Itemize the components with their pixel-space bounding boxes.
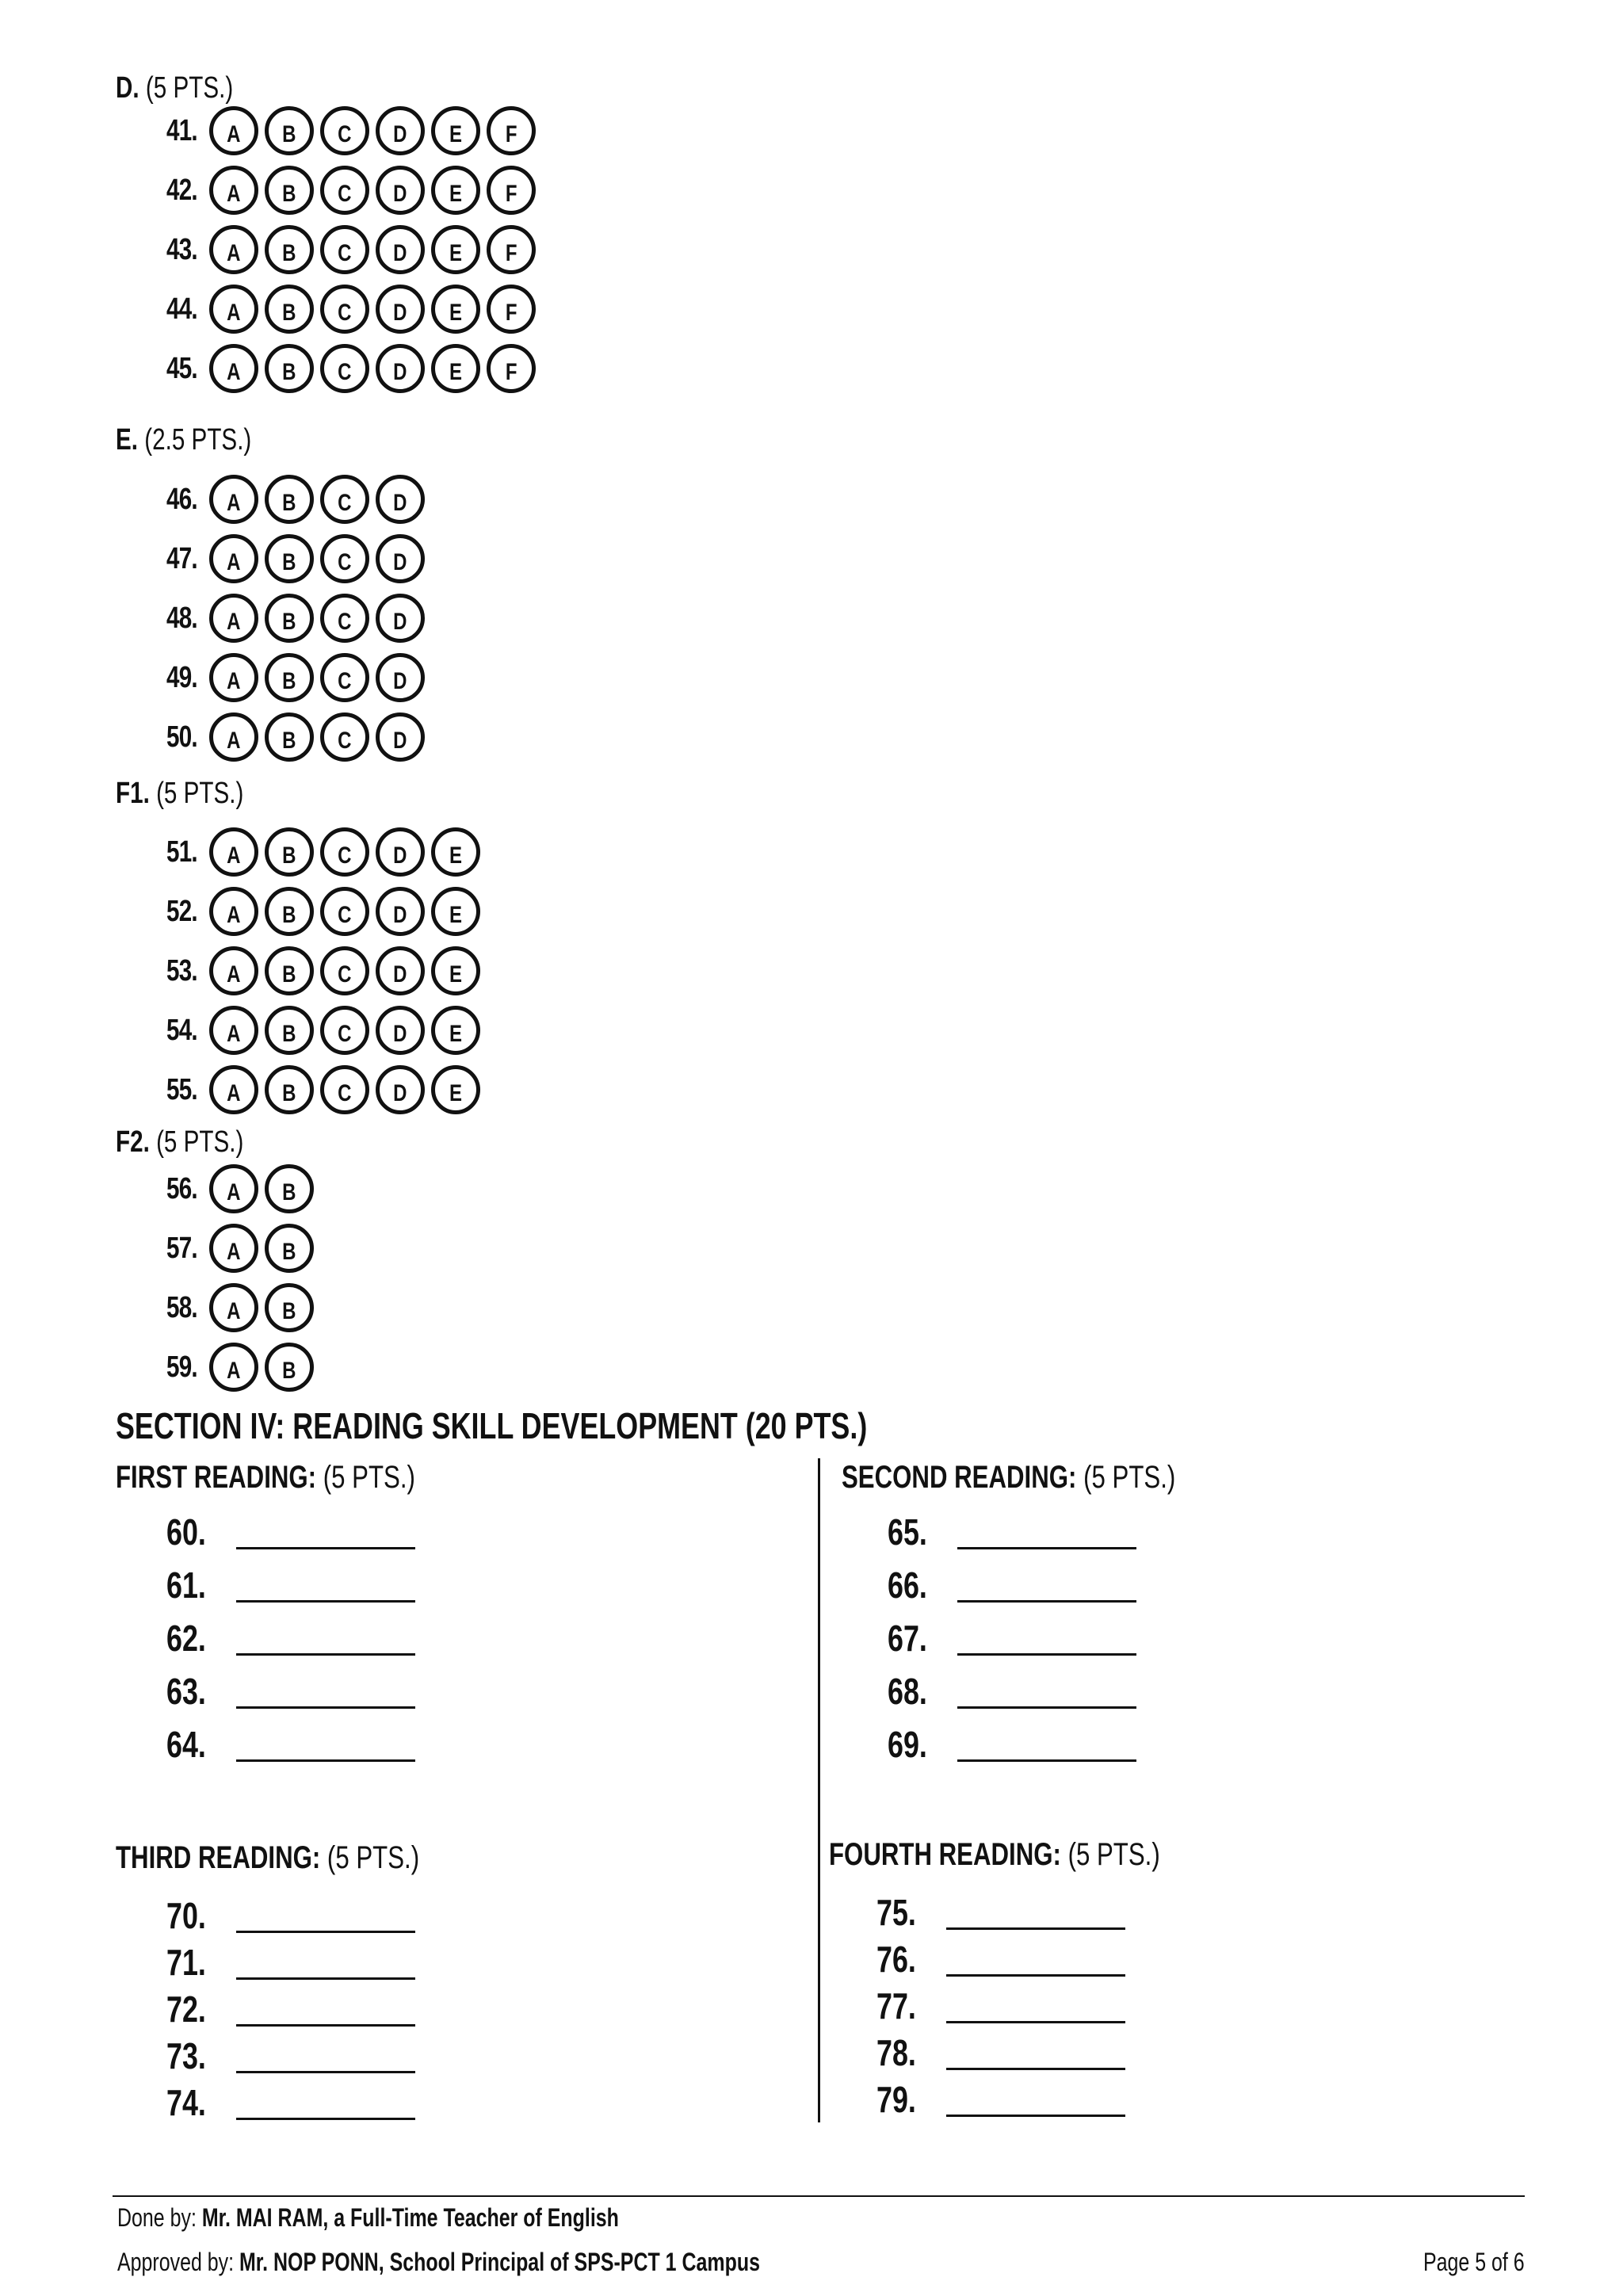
question-row bbox=[166, 884, 487, 939]
footer-done-by bbox=[117, 2203, 619, 2233]
answer-blank[interactable] bbox=[236, 1946, 415, 1980]
answer-bubble-a[interactable]: A bbox=[209, 653, 258, 702]
answer-bubble-a[interactable]: A bbox=[209, 712, 258, 762]
answer-bubble-b[interactable]: B bbox=[265, 887, 314, 936]
answer-blank[interactable] bbox=[236, 1515, 415, 1549]
question-number: 44. bbox=[166, 292, 197, 326]
answer-bubble-b[interactable]: B bbox=[265, 1283, 314, 1332]
answer-line-row bbox=[166, 1562, 415, 1608]
reading-label: THIRD READING: bbox=[116, 1840, 321, 1875]
answer-bubble-c[interactable]: C bbox=[320, 653, 369, 702]
answer-number: 73. bbox=[166, 2035, 206, 2076]
answer-line-row bbox=[876, 2030, 1125, 2076]
reading-label: FOURTH READING: bbox=[829, 1837, 1061, 1872]
part-f1-heading bbox=[116, 777, 243, 811]
answer-bubble-b[interactable]: B bbox=[265, 653, 314, 702]
answer-bubble-d[interactable]: D bbox=[376, 344, 425, 393]
answer-bubble-c[interactable]: C bbox=[320, 1065, 369, 1114]
question-number: 48. bbox=[166, 601, 197, 635]
answer-bubble-d[interactable]: D bbox=[376, 534, 425, 583]
answer-bubble-d[interactable]: D bbox=[376, 475, 425, 524]
answer-bubble-f[interactable]: F bbox=[487, 344, 536, 393]
question-number: 55. bbox=[166, 1072, 197, 1106]
answer-number: 67. bbox=[888, 1618, 927, 1659]
answer-line-row bbox=[166, 1668, 415, 1714]
answer-bubble-f[interactable]: F bbox=[487, 225, 536, 274]
question-row bbox=[166, 590, 431, 646]
reading-label: SECOND READING: bbox=[842, 1460, 1077, 1495]
first-reading-heading bbox=[116, 1460, 415, 1496]
answer-bubble-c[interactable]: C bbox=[320, 225, 369, 274]
answer-line-row bbox=[166, 1986, 415, 2032]
question-row bbox=[166, 1339, 320, 1395]
answer-bubble-e[interactable]: E bbox=[431, 344, 480, 393]
answer-number: 66. bbox=[888, 1564, 927, 1606]
answer-bubble-a[interactable]: A bbox=[209, 106, 258, 155]
answer-bubble-b[interactable]: B bbox=[265, 594, 314, 643]
answer-line-row bbox=[166, 1939, 415, 1985]
answer-bubble-e[interactable]: E bbox=[431, 946, 480, 995]
answer-bubble-c[interactable]: C bbox=[320, 712, 369, 762]
answer-blank[interactable] bbox=[236, 1568, 415, 1603]
part-points: (5 PTS.) bbox=[156, 1125, 244, 1159]
answer-bubble-a[interactable]: A bbox=[209, 534, 258, 583]
answer-number: 64. bbox=[166, 1724, 206, 1765]
answer-bubble-e[interactable]: E bbox=[431, 106, 480, 155]
question-row bbox=[166, 531, 431, 586]
answer-bubble-f[interactable]: F bbox=[487, 106, 536, 155]
answer-blank[interactable] bbox=[236, 1622, 415, 1656]
approved-prefix: Approved by: bbox=[117, 2248, 235, 2276]
question-number: 42. bbox=[166, 173, 197, 207]
question-row bbox=[166, 709, 431, 765]
answer-line-row bbox=[876, 2076, 1125, 2122]
answer-bubble-f[interactable]: F bbox=[487, 166, 536, 215]
answer-number: 61. bbox=[166, 1564, 206, 1606]
question-row bbox=[166, 1062, 487, 1117]
fourth-reading-heading bbox=[829, 1837, 1160, 1873]
answer-bubble-d[interactable]: D bbox=[376, 285, 425, 334]
answer-bubble-a[interactable]: A bbox=[209, 225, 258, 274]
footer-approved-by bbox=[117, 2248, 760, 2277]
answer-bubble-b[interactable]: B bbox=[265, 712, 314, 762]
question-row bbox=[166, 103, 542, 159]
answer-blank[interactable] bbox=[236, 1728, 415, 1762]
answer-blank[interactable] bbox=[957, 1515, 1136, 1549]
question-number: 46. bbox=[166, 482, 197, 516]
answer-bubble-b[interactable]: B bbox=[265, 285, 314, 334]
answer-number: 74. bbox=[166, 2082, 206, 2123]
done-name: Mr. MAI RAM, a Full-Time Teacher of English bbox=[201, 2203, 619, 2232]
question-row bbox=[166, 222, 542, 277]
column-divider bbox=[818, 1458, 820, 2122]
answer-bubble-c[interactable]: C bbox=[320, 827, 369, 877]
answer-bubble-a[interactable]: A bbox=[209, 946, 258, 995]
answer-bubble-a[interactable]: A bbox=[209, 1006, 258, 1055]
question-number: 43. bbox=[166, 232, 197, 266]
reading-label: FIRST READING: bbox=[116, 1460, 317, 1495]
answer-bubble-e[interactable]: E bbox=[431, 285, 480, 334]
answer-number: 69. bbox=[888, 1724, 927, 1765]
answer-bubble-d[interactable]: D bbox=[376, 594, 425, 643]
question-row bbox=[166, 824, 487, 880]
answer-number: 70. bbox=[166, 1895, 206, 1936]
answer-bubble-c[interactable]: C bbox=[320, 106, 369, 155]
answer-bubble-a[interactable]: A bbox=[209, 344, 258, 393]
answer-bubble-d[interactable]: D bbox=[376, 1006, 425, 1055]
answer-bubble-c[interactable]: C bbox=[320, 166, 369, 215]
answer-bubble-a[interactable]: A bbox=[209, 166, 258, 215]
answer-bubble-a[interactable]: A bbox=[209, 1224, 258, 1273]
answer-bubble-d[interactable]: D bbox=[376, 106, 425, 155]
answer-bubble-b[interactable]: B bbox=[265, 1343, 314, 1392]
answer-line-row bbox=[888, 1562, 1136, 1608]
answer-bubble-d[interactable]: D bbox=[376, 887, 425, 936]
answer-number: 68. bbox=[888, 1671, 927, 1712]
answer-bubble-b[interactable]: B bbox=[265, 344, 314, 393]
answer-line-row bbox=[888, 1509, 1136, 1555]
answer-blank[interactable] bbox=[236, 2086, 415, 2120]
answer-bubble-a[interactable]: A bbox=[209, 827, 258, 877]
answer-blank[interactable] bbox=[957, 1568, 1136, 1603]
reading-points: (5 PTS.) bbox=[1067, 1837, 1160, 1872]
answer-bubble-c[interactable]: C bbox=[320, 594, 369, 643]
answer-bubble-b[interactable]: B bbox=[265, 1006, 314, 1055]
question-row bbox=[166, 162, 542, 218]
answer-number: 77. bbox=[876, 1985, 916, 2027]
answer-bubble-a[interactable]: A bbox=[209, 1343, 258, 1392]
answer-line-row bbox=[166, 2033, 415, 2079]
answer-blank[interactable] bbox=[236, 1675, 415, 1709]
reading-points: (5 PTS.) bbox=[1083, 1460, 1176, 1495]
answer-bubble-c[interactable]: C bbox=[320, 534, 369, 583]
answer-bubble-e[interactable]: E bbox=[431, 827, 480, 877]
question-number: 53. bbox=[166, 953, 197, 988]
answer-number: 62. bbox=[166, 1618, 206, 1659]
answer-bubble-b[interactable]: B bbox=[265, 1065, 314, 1114]
question-row bbox=[166, 1161, 320, 1217]
answer-bubble-a[interactable]: A bbox=[209, 475, 258, 524]
answer-bubble-d[interactable]: D bbox=[376, 946, 425, 995]
answer-bubble-e[interactable]: E bbox=[431, 166, 480, 215]
answer-number: 78. bbox=[876, 2032, 916, 2073]
footer-divider bbox=[113, 2195, 1525, 2197]
question-number: 56. bbox=[166, 1171, 197, 1205]
answer-bubble-b[interactable]: B bbox=[265, 225, 314, 274]
answer-bubble-d[interactable]: D bbox=[376, 166, 425, 215]
reading-points: (5 PTS.) bbox=[327, 1840, 420, 1875]
answer-bubble-b[interactable]: B bbox=[265, 166, 314, 215]
answer-number: 63. bbox=[166, 1671, 206, 1712]
answer-line-row bbox=[166, 1615, 415, 1661]
answer-bubble-b[interactable]: B bbox=[265, 106, 314, 155]
answer-blank[interactable] bbox=[236, 1899, 415, 1933]
answer-blank[interactable] bbox=[946, 1989, 1125, 2023]
question-row bbox=[166, 1280, 320, 1335]
answer-line-row bbox=[888, 1668, 1136, 1714]
third-reading-heading bbox=[116, 1840, 419, 1876]
question-number: 51. bbox=[166, 835, 197, 869]
answer-bubble-c[interactable]: C bbox=[320, 285, 369, 334]
answer-blank[interactable] bbox=[957, 1622, 1136, 1656]
part-letter: F2. bbox=[116, 1125, 150, 1159]
question-row bbox=[166, 472, 431, 527]
reading-points: (5 PTS.) bbox=[323, 1460, 415, 1495]
answer-line-row bbox=[166, 2080, 415, 2126]
question-number: 47. bbox=[166, 541, 197, 575]
answer-bubble-a[interactable]: A bbox=[209, 1065, 258, 1114]
answer-blank[interactable] bbox=[957, 1675, 1136, 1709]
question-number: 58. bbox=[166, 1290, 197, 1324]
answer-bubble-b[interactable]: B bbox=[265, 946, 314, 995]
answer-bubble-d[interactable]: D bbox=[376, 712, 425, 762]
answer-bubble-c[interactable]: C bbox=[320, 475, 369, 524]
question-number: 49. bbox=[166, 660, 197, 694]
answer-line-row bbox=[876, 1889, 1125, 1935]
question-row bbox=[166, 1221, 320, 1276]
part-points: (2.5 PTS.) bbox=[144, 423, 252, 457]
answer-bubble-d[interactable]: D bbox=[376, 827, 425, 877]
answer-bubble-c[interactable]: C bbox=[320, 344, 369, 393]
answer-number: 60. bbox=[166, 1511, 206, 1553]
answer-blank[interactable] bbox=[236, 1992, 415, 2027]
answer-blank[interactable] bbox=[236, 2039, 415, 2073]
answer-number: 79. bbox=[876, 2079, 916, 2120]
answer-number: 65. bbox=[888, 1511, 927, 1553]
part-letter: E. bbox=[116, 423, 139, 457]
answer-number: 72. bbox=[166, 1988, 206, 2030]
answer-bubble-b[interactable]: B bbox=[265, 475, 314, 524]
part-points: (5 PTS.) bbox=[156, 777, 244, 810]
answer-line-row bbox=[876, 1983, 1125, 2029]
answer-line-row bbox=[888, 1615, 1136, 1661]
done-prefix: Done by: bbox=[117, 2203, 197, 2232]
question-row bbox=[166, 650, 431, 705]
question-row bbox=[166, 281, 542, 337]
answer-bubble-d[interactable]: D bbox=[376, 653, 425, 702]
part-letter: F1. bbox=[116, 777, 150, 810]
section-iv-title: SECTION IV: READING SKILL DEVELOPMENT (20 PTS.) bbox=[116, 1405, 868, 1446]
answer-blank[interactable] bbox=[946, 1896, 1125, 1930]
part-points: (5 PTS.) bbox=[145, 71, 234, 105]
page-number: Page 5 of 6 bbox=[1423, 2248, 1525, 2276]
answer-bubble-a[interactable]: A bbox=[209, 1283, 258, 1332]
answer-bubble-d[interactable]: D bbox=[376, 1065, 425, 1114]
part-e-heading bbox=[116, 423, 251, 457]
answer-bubble-e[interactable]: E bbox=[431, 1065, 480, 1114]
question-number: 52. bbox=[166, 894, 197, 928]
answer-line-row bbox=[876, 1936, 1125, 1982]
answer-bubble-b[interactable]: B bbox=[265, 534, 314, 583]
answer-bubble-b[interactable]: B bbox=[265, 1164, 314, 1213]
answer-blank[interactable] bbox=[946, 1943, 1125, 1977]
answer-bubble-e[interactable]: E bbox=[431, 887, 480, 936]
answer-bubble-a[interactable]: A bbox=[209, 887, 258, 936]
answer-bubble-b[interactable]: B bbox=[265, 827, 314, 877]
answer-line-row bbox=[166, 1893, 415, 1939]
part-letter: D. bbox=[116, 71, 139, 105]
answer-bubble-e[interactable]: E bbox=[431, 225, 480, 274]
question-number: 50. bbox=[166, 720, 197, 754]
answer-line-row bbox=[166, 1721, 415, 1767]
question-number: 54. bbox=[166, 1013, 197, 1047]
answer-number: 76. bbox=[876, 1939, 916, 1980]
answer-blank[interactable] bbox=[946, 2036, 1125, 2070]
answer-bubble-a[interactable]: A bbox=[209, 285, 258, 334]
second-reading-heading bbox=[842, 1460, 1175, 1496]
question-number: 59. bbox=[166, 1350, 197, 1384]
answer-bubble-c[interactable]: C bbox=[320, 887, 369, 936]
answer-number: 71. bbox=[166, 1942, 206, 1983]
answer-bubble-a[interactable]: A bbox=[209, 594, 258, 643]
answer-bubble-c[interactable]: C bbox=[320, 946, 369, 995]
question-row bbox=[166, 1003, 487, 1058]
answer-blank[interactable] bbox=[946, 2083, 1125, 2117]
question-number: 57. bbox=[166, 1231, 197, 1265]
answer-number: 75. bbox=[876, 1892, 916, 1933]
part-d-heading bbox=[116, 71, 233, 105]
answer-bubble-e[interactable]: E bbox=[431, 1006, 480, 1055]
approved-name: Mr. NOP PONN, School Principal of SPS-PCT 1 Campus bbox=[239, 2248, 760, 2276]
question-row bbox=[166, 943, 487, 999]
answer-bubble-d[interactable]: D bbox=[376, 225, 425, 274]
part-f2-heading bbox=[116, 1125, 243, 1159]
question-number: 41. bbox=[166, 113, 197, 147]
answer-line-row bbox=[166, 1509, 415, 1555]
question-number: 45. bbox=[166, 351, 197, 385]
answer-line-row bbox=[888, 1721, 1136, 1767]
answer-bubble-a[interactable]: A bbox=[209, 1164, 258, 1213]
question-row bbox=[166, 341, 542, 396]
answer-bubble-f[interactable]: F bbox=[487, 285, 536, 334]
answer-blank[interactable] bbox=[957, 1728, 1136, 1762]
answer-bubble-b[interactable]: B bbox=[265, 1224, 314, 1273]
answer-bubble-c[interactable]: C bbox=[320, 1006, 369, 1055]
